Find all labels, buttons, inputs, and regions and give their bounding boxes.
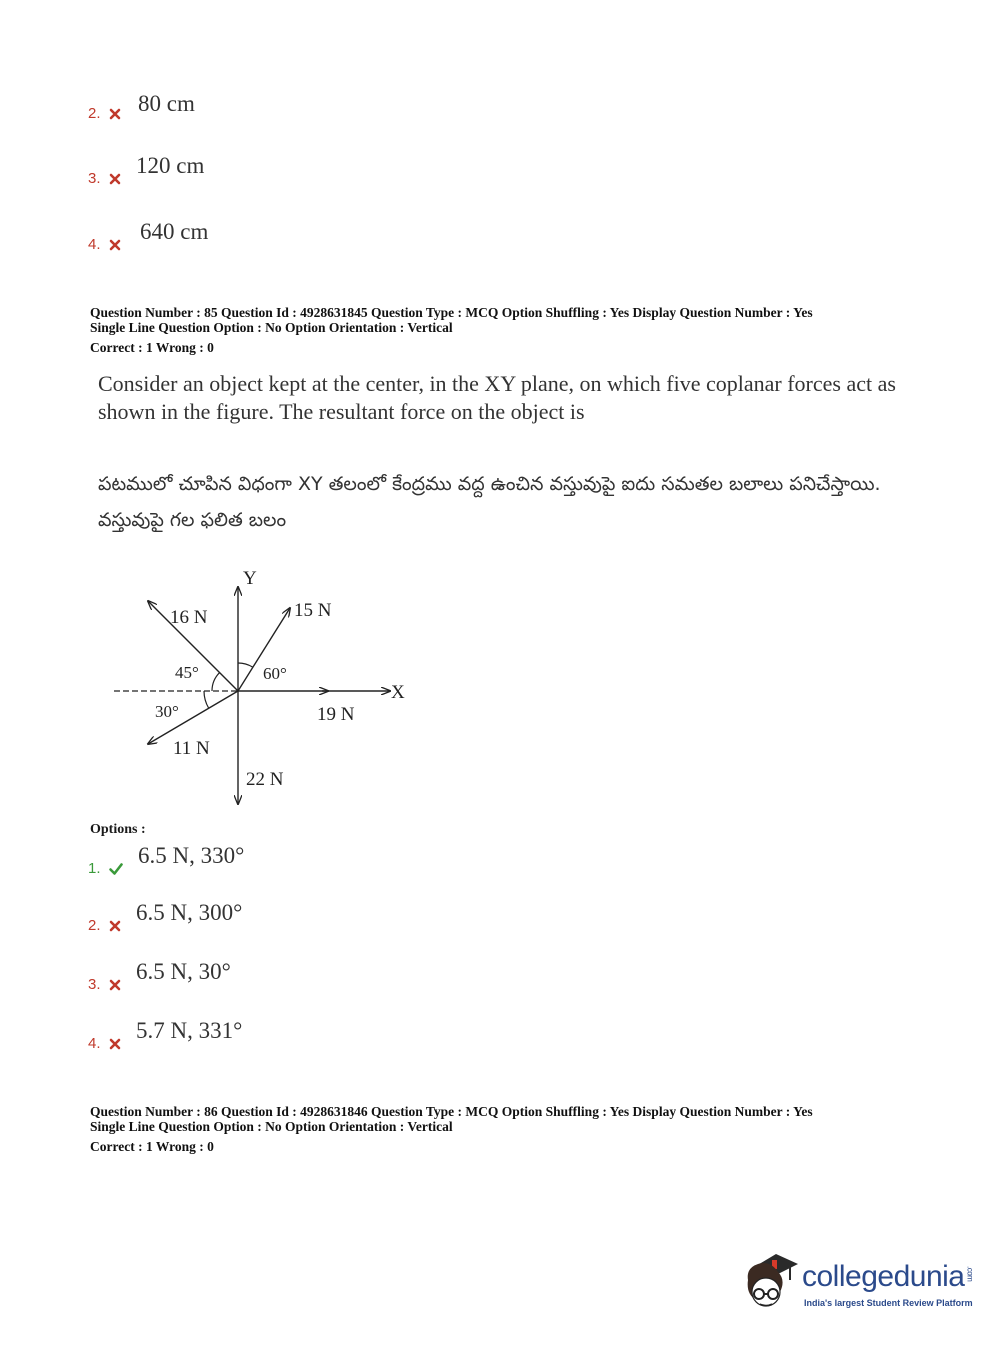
q85-meta-line2: Single Line Question Option : No Option Orientation : Vertical	[90, 320, 453, 335]
q85-question-telugu: పటములో చూపిన విధంగా XY తలంలో కేంద్రము వద్ద ఉంచిన వస్తువుపై ఐదు సమతల బలాలు పనిచేస్తాయి. వస్తువుపై గల ఫలిత బలం	[98, 473, 881, 531]
option-number: 2.	[88, 105, 101, 122]
brand-name	[802, 1260, 975, 1294]
mascot-icon	[742, 1250, 800, 1320]
option-text: 5.7 N, 331°	[136, 1018, 243, 1043]
q85-question-english: Consider an object kept at the center, in the XY plane, on which five coplanar forces act as shown in the figure. The resultant force on the object is	[98, 371, 896, 424]
force-diagram	[100, 560, 430, 810]
option-text: 120 cm	[136, 153, 205, 178]
y-axis-label: Y	[243, 568, 257, 589]
force-19n-label: 19 N	[317, 704, 355, 725]
wrong-cross-icon	[108, 107, 122, 121]
angle-45-label: 45°	[175, 663, 199, 682]
q86-meta-line3: Correct : 1 Wrong : 0	[90, 1139, 214, 1154]
brand-dotcom: .com	[965, 1266, 975, 1282]
angle-arc-30	[204, 691, 209, 708]
option-text: 640 cm	[140, 219, 209, 244]
option-number: 3.	[88, 976, 101, 993]
wrong-cross-icon	[108, 1037, 122, 1051]
q86-meta-line2: Single Line Question Option : No Option Orientation : Vertical	[90, 1119, 453, 1134]
option-number: 2.	[88, 917, 101, 934]
correct-check-icon	[108, 862, 124, 876]
wrong-cross-icon	[108, 172, 122, 186]
force-22n-label: 22 N	[246, 769, 284, 790]
wrong-cross-icon	[108, 919, 122, 933]
option-text: 6.5 N, 300°	[136, 900, 243, 925]
option-text: 80 cm	[138, 91, 195, 116]
options-label: Options :	[90, 822, 146, 837]
force-16n-label: 16 N	[170, 607, 208, 628]
wrong-cross-icon	[108, 238, 122, 252]
option-text: 6.5 N, 30°	[136, 959, 231, 984]
option-number: 3.	[88, 170, 101, 187]
force-11n-label: 11 N	[173, 738, 210, 759]
angle-60-label: 60°	[263, 664, 287, 683]
option-text: 6.5 N, 330°	[138, 843, 245, 868]
q86-meta-line1: Question Number : 86 Question Id : 4928631846 Question Type : MCQ Option Shuffling : Yes Display Question Number : Yes	[90, 1104, 813, 1119]
collegedunia-logo	[742, 1250, 982, 1320]
q85-meta-line1: Question Number : 85 Question Id : 4928631845 Question Type : MCQ Option Shuffling : Yes Display Question Number : Yes	[90, 305, 813, 320]
option-number: 1.	[88, 860, 101, 877]
option-number: 4.	[88, 1035, 101, 1052]
brand-tagline: India's largest Student Review Platform	[804, 1298, 973, 1308]
x-axis-label: X	[391, 682, 405, 703]
angle-arc-45	[212, 673, 220, 691]
wrong-cross-icon	[108, 978, 122, 992]
brand-text: collegedunia	[802, 1260, 965, 1293]
force-15n-label: 15 N	[294, 600, 332, 621]
angle-arc-60	[238, 663, 253, 667]
option-number: 4.	[88, 236, 101, 253]
q85-meta-line3: Correct : 1 Wrong : 0	[90, 340, 214, 355]
angle-30-label: 30°	[155, 702, 179, 721]
